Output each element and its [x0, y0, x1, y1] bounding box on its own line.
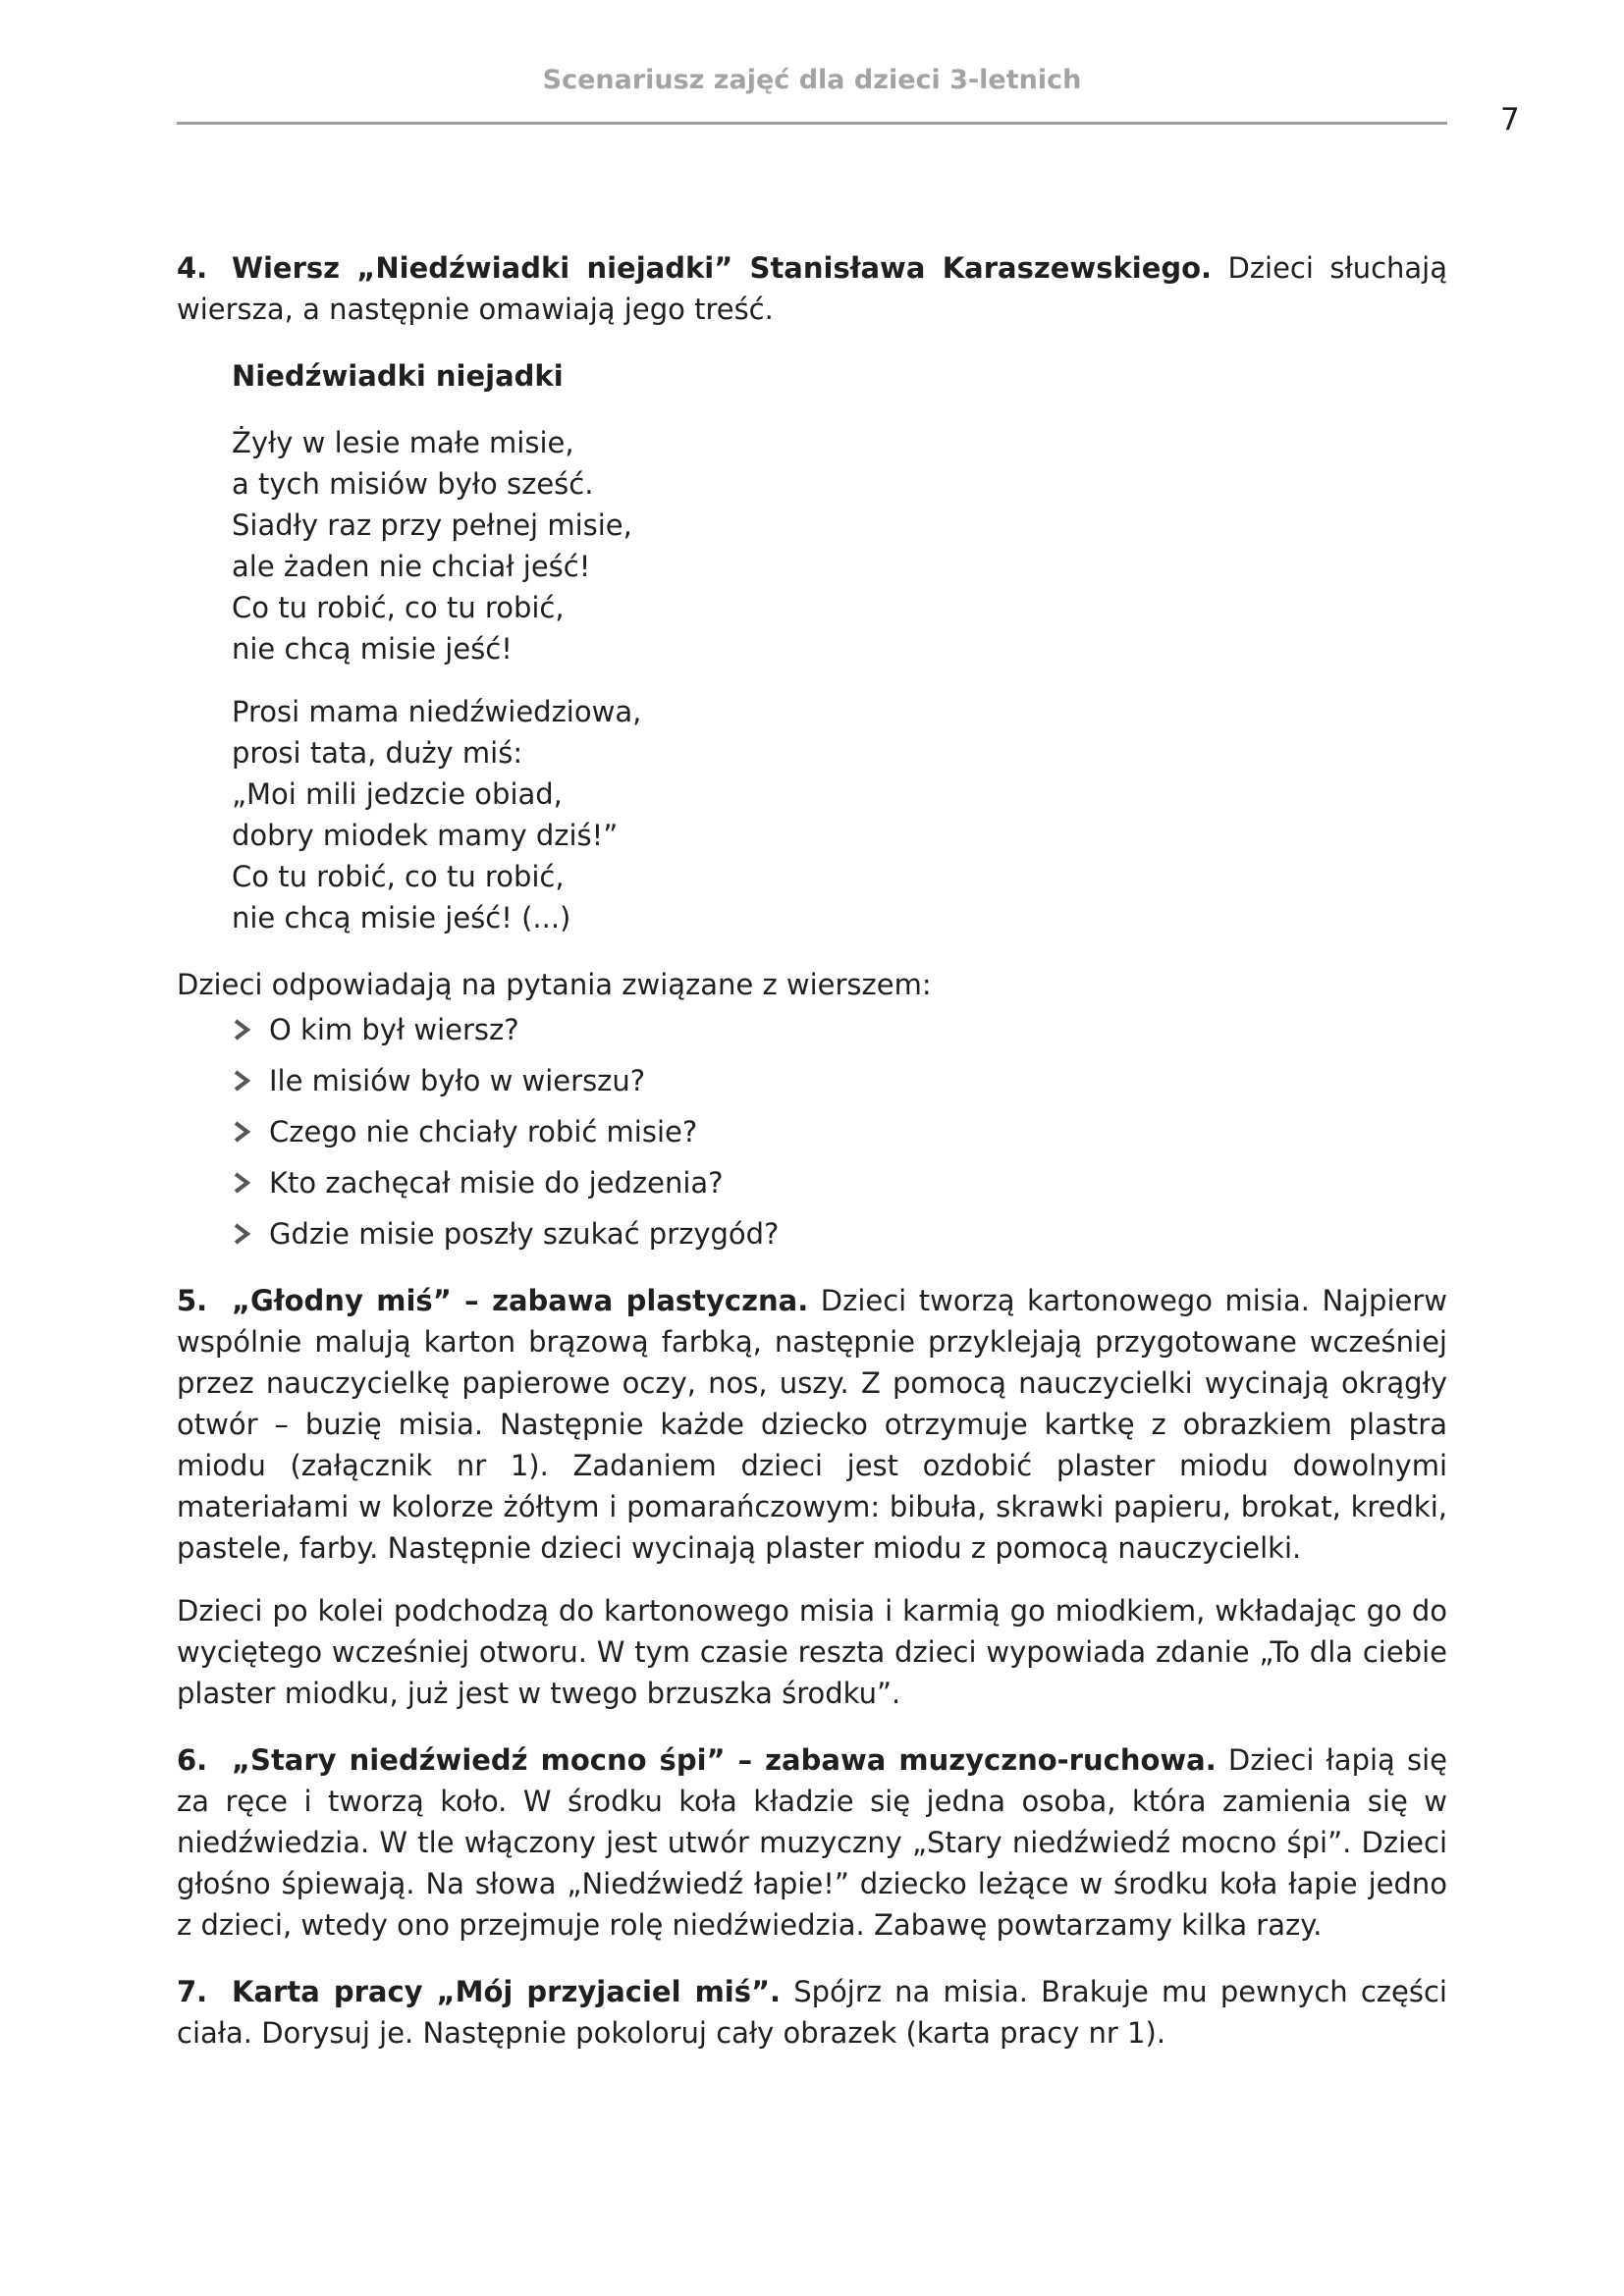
poem-line: Prosi mama niedźwiedziowa, — [232, 695, 642, 728]
running-header: Scenariusz zajęć dla dzieci 3-letnich — [542, 65, 1082, 95]
section-7-heading: Karta pracy „Mój przyjaciel miś”. — [232, 1975, 782, 2008]
poem-title: Niedźwiadki niejadki — [232, 359, 564, 393]
list-item — [177, 1213, 1447, 1255]
poem-line: prosi tata, duży miś: — [232, 736, 523, 770]
section-5 — [177, 1280, 1447, 1714]
poem-line: Żyły w lesie małe misie, — [232, 426, 574, 459]
section-4-number: 4. — [177, 251, 208, 285]
poem-stanza-1 — [232, 422, 1447, 669]
section-5-heading: „Głodny miś” – zabawa plastyczna. — [232, 1284, 809, 1317]
header-divider — [177, 122, 1447, 125]
section-4-text: Dzieci słuchają wiersza, a następnie omawiają jego treść. — [177, 251, 1447, 326]
question-text: Kto zachęcał misie do jedzenia? — [269, 1166, 724, 1200]
section-6-number: 6. — [177, 1743, 208, 1777]
poem-line: a tych misiów było sześć. — [232, 467, 594, 501]
chevron-right-icon — [232, 1019, 251, 1041]
poem — [232, 355, 1447, 938]
list-item — [177, 1060, 1447, 1101]
list-item — [177, 1111, 1447, 1152]
section-6-text: Dzieci łapią się za ręce i tworzą koło. W środku koła kładzie się jedna osoba, która zamienia się w niedźwiedzia. W tle włączony jest utwór muzyczny „Stary niedźwiedź mocno śpi”. Dzieci głośno śpiewają. Na słowa „Niedźwiedź łapie!” dziecko leżące w środku koła łapie jedno z dzieci, wtedy ono przejmuje rolę niedźwiedzia. Zabawę powtarzamy kilka razy. — [177, 1743, 1447, 1942]
section-5-number: 5. — [177, 1284, 208, 1317]
poem-line: Co tu robić, co tu robić, — [232, 591, 565, 624]
section-6-paragraph — [177, 1739, 1447, 1946]
chevron-right-icon — [232, 1070, 251, 1092]
questions-list — [177, 1009, 1447, 1255]
chevron-right-icon — [232, 1172, 251, 1194]
section-4 — [177, 247, 1447, 1255]
poem-line: ale żaden nie chciał jeść! — [232, 550, 591, 583]
section-4-heading: Wiersz „Niedźwiadki niejadki” Stanisława Karaszewskiego. — [232, 251, 1213, 285]
poem-stanza-2 — [232, 691, 1447, 938]
poem-line: dobry miodek mamy dziś!” — [232, 819, 619, 852]
list-item — [177, 1009, 1447, 1050]
poem-line: „Moi mili jedzcie obiad, — [232, 777, 563, 811]
poem-line: Co tu robić, co tu robić, — [232, 860, 565, 893]
section-7 — [177, 1971, 1447, 2054]
list-item — [177, 1162, 1447, 1203]
section-5-text: Dzieci tworzą kartonowego misia. Najpierw wspólnie malują karton brązową farbką, następnie przyklejają przygotowane wcześniej przez nauczycielkę papierowe oczy, nos, uszy. Z pomocą nauczycielki wycinają okrągły otwór – buzię misia. Następnie każde dziecko otrzymuje kartkę z obrazkiem plastra miodu (załącznik nr 1). Zadaniem dzieci jest ozdobić plaster miodu dowolnymi materiałami w kolorze żółtym i pomarańczowym: bibuła, skrawki papieru, brokat, kredki, pastele, farby. Następnie dzieci wycinają plaster miodu z pomocą nauczycielki. — [177, 1284, 1447, 1565]
section-4-paragraph — [177, 247, 1447, 330]
question-text: Gdzie misie poszły szukać przygód? — [269, 1217, 780, 1251]
section-5-paragraph — [177, 1280, 1447, 1569]
page-number: 7 — [1500, 102, 1520, 137]
question-text: Ile misiów było w wierszu? — [269, 1064, 646, 1097]
poem-line: Siadły raz przy pełnej misie, — [232, 508, 632, 542]
poem-line: nie chcą misie jeść! (...) — [232, 901, 571, 934]
section-6-heading: „Stary niedźwiedź mocno śpi” – zabawa muzyczno-ruchowa. — [232, 1743, 1217, 1777]
section-7-number: 7. — [177, 1975, 208, 2008]
questions-intro: Dzieci odpowiadają na pytania związane z wierszem: — [177, 968, 932, 1001]
section-5-paragraph-2: Dzieci po kolei podchodzą do kartonowego misia i karmią go miodkiem, wkładając go do wyciętego wcześniej otworu. W tym czasie reszta dzieci wypowiada zdanie „To dla ciebie plaster miodku, już jest w twego brzuszka środku”. — [177, 1594, 1447, 1710]
question-text: Czego nie chciały robić misie? — [269, 1115, 698, 1148]
section-7-paragraph — [177, 1971, 1447, 2054]
poem-line: nie chcą misie jeść! — [232, 632, 513, 666]
page-content — [177, 247, 1447, 2054]
chevron-right-icon — [232, 1223, 251, 1245]
section-7-text: Spójrz na misia. Brakuje mu pewnych części ciała. Dorysuj je. Następnie pokoloruj cały obrazek (karta pracy nr 1). — [177, 1975, 1447, 2050]
section-6 — [177, 1739, 1447, 1946]
chevron-right-icon — [232, 1121, 251, 1143]
question-text: O kim był wiersz? — [269, 1013, 519, 1046]
